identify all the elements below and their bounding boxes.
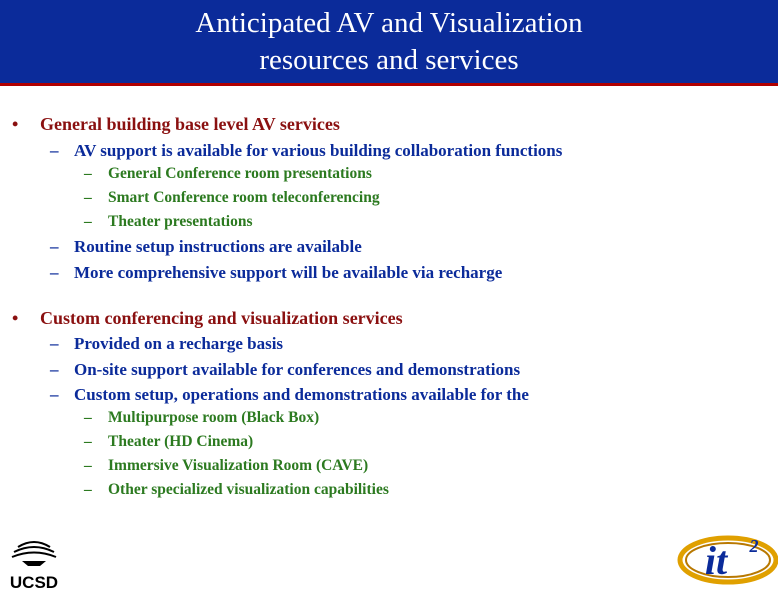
dash-marker: –	[50, 334, 59, 353]
item-smart-conference	[84, 189, 380, 207]
ucsd-logo-icon	[0, 533, 68, 590]
calit2-logo	[670, 530, 778, 590]
dash-marker: –	[84, 409, 92, 426]
calit2-logo-icon	[670, 530, 778, 590]
item-immersive-room	[84, 457, 368, 475]
subbullet-routine-setup	[50, 237, 362, 257]
subbullet-text: Routine setup instructions are available	[74, 237, 362, 256]
subbullet-av-support	[50, 141, 562, 161]
item-text: Theater (HD Cinema)	[108, 433, 254, 450]
bullet-text: Custom conferencing and visualization services	[40, 308, 403, 328]
subbullet-recharge-basis	[50, 334, 283, 354]
bullet-custom-conferencing	[12, 308, 403, 329]
item-general-conference	[84, 165, 372, 183]
item-text: Immersive Visualization Room (CAVE)	[108, 457, 369, 474]
item-multipurpose-room	[84, 409, 319, 427]
subbullet-onsite-support	[50, 360, 520, 380]
dash-marker: –	[50, 237, 59, 256]
dash-marker: –	[84, 213, 92, 230]
subbullet-text: AV support is available for various building collaboration functions	[74, 141, 563, 160]
item-theater-hd	[84, 433, 253, 451]
dash-marker: –	[50, 263, 59, 282]
subbullet-text: Custom setup, operations and demonstrations available for the	[74, 385, 529, 404]
item-text: General Conference room presentations	[108, 165, 372, 182]
dash-marker: –	[84, 433, 92, 450]
item-text: Other specialized visualization capabilities	[108, 481, 389, 498]
bullet-text: General building base level AV services	[40, 114, 340, 134]
dash-marker: –	[84, 481, 92, 498]
bullet-marker: •	[12, 114, 19, 134]
slide-title-line-1: Anticipated AV and Visualization	[195, 7, 583, 39]
item-text: Smart Conference room teleconferencing	[108, 189, 380, 206]
dash-marker: –	[84, 457, 92, 474]
slide-title-line-2: resources and services	[259, 44, 519, 76]
dash-marker: –	[84, 189, 92, 206]
item-other-visualization	[84, 481, 389, 499]
subbullet-custom-setup	[50, 385, 529, 405]
item-theater-presentations	[84, 213, 253, 231]
dash-marker: –	[50, 141, 59, 160]
subbullet-comprehensive-support	[50, 263, 502, 283]
calit2-logo-text: it	[704, 538, 728, 583]
bullet-general-building	[12, 114, 340, 135]
bullet-marker: •	[12, 308, 19, 328]
item-text: Theater presentations	[108, 213, 253, 230]
item-text: Multipurpose room (Black Box)	[108, 409, 320, 426]
dash-marker: –	[50, 360, 59, 379]
dash-marker: –	[50, 385, 59, 404]
ucsd-logo	[0, 533, 68, 590]
subbullet-text: On-site support available for conferences and demonstrations	[74, 360, 521, 379]
subbullet-text: More comprehensive support will be available via recharge	[74, 263, 503, 282]
ucsd-logo-text: UCSD	[9, 573, 59, 590]
calit2-logo-superscript: 2	[749, 536, 759, 556]
dash-marker: –	[84, 165, 92, 182]
subbullet-text: Provided on a recharge basis	[74, 334, 284, 353]
